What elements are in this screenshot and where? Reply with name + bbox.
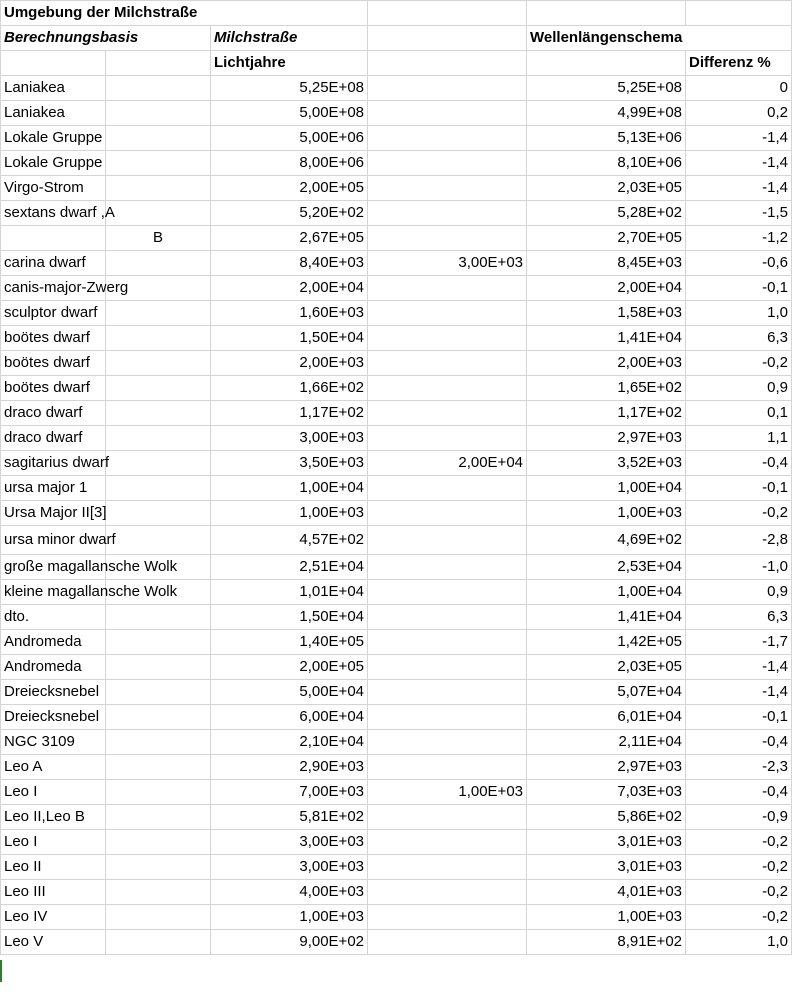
lightyears-cell[interactable]: 5,81E+02 <box>211 805 368 830</box>
wavelength-cell[interactable]: 1,00E+04 <box>527 476 686 501</box>
sub-label-cell[interactable] <box>106 755 211 780</box>
extra-value-cell[interactable] <box>368 855 527 880</box>
object-name-cell[interactable]: Lokale Gruppe <box>1 126 106 151</box>
wavelength-cell[interactable]: 5,13E+06 <box>527 126 686 151</box>
sub-label-cell[interactable] <box>106 705 211 730</box>
sub-label-cell[interactable] <box>106 526 211 555</box>
difference-cell[interactable]: 1,0 <box>686 930 792 955</box>
lightyears-cell[interactable]: 1,17E+02 <box>211 401 368 426</box>
sub-label-cell[interactable] <box>106 730 211 755</box>
sub-label-cell[interactable] <box>106 426 211 451</box>
lightyears-cell[interactable]: 4,00E+03 <box>211 880 368 905</box>
lightyears-cell[interactable]: 1,66E+02 <box>211 376 368 401</box>
object-name-cell[interactable]: Leo I <box>1 830 106 855</box>
difference-cell[interactable]: -0,1 <box>686 705 792 730</box>
sub-label-cell[interactable] <box>106 151 211 176</box>
difference-cell[interactable]: 0,2 <box>686 101 792 126</box>
table-row <box>1 555 792 580</box>
object-name-cell[interactable]: Andromeda <box>1 630 106 655</box>
extra-value-cell[interactable] <box>368 101 527 126</box>
wavelength-cell[interactable]: 1,58E+03 <box>527 301 686 326</box>
wavelength-cell[interactable]: 5,25E+08 <box>527 76 686 101</box>
sub-label-cell[interactable] <box>106 176 211 201</box>
difference-cell[interactable]: -1,4 <box>686 151 792 176</box>
extra-value-cell[interactable] <box>368 126 527 151</box>
difference-cell[interactable]: -2,3 <box>686 755 792 780</box>
difference-cell[interactable]: 1,0 <box>686 301 792 326</box>
wavelength-cell[interactable]: 4,99E+08 <box>527 101 686 126</box>
wavelength-cell[interactable]: 2,53E+04 <box>527 555 686 580</box>
table-row <box>1 101 792 126</box>
table-row <box>1 276 792 301</box>
table-row <box>1 376 792 401</box>
wavelength-cell[interactable]: 1,41E+04 <box>527 605 686 630</box>
wavelength-cell[interactable]: 2,00E+04 <box>527 276 686 301</box>
extra-value-cell[interactable]: 3,00E+03 <box>368 251 527 276</box>
table-row <box>1 226 792 251</box>
unit-header[interactable]: Lichtjahre <box>211 51 368 76</box>
table-row <box>1 680 792 705</box>
sub-label-cell[interactable] <box>106 401 211 426</box>
difference-cell[interactable]: -1,0 <box>686 555 792 580</box>
table-row <box>1 301 792 326</box>
sub-label-cell[interactable] <box>106 251 211 276</box>
extra-value-cell[interactable] <box>368 905 527 930</box>
table-row <box>1 326 792 351</box>
difference-cell[interactable]: -0,4 <box>686 451 792 476</box>
difference-cell[interactable]: -0,2 <box>686 905 792 930</box>
object-name-cell[interactable]: boötes dwarf <box>1 351 106 376</box>
extra-value-cell[interactable] <box>368 401 527 426</box>
wavelength-cell[interactable]: 2,03E+05 <box>527 655 686 680</box>
wavelength-cell[interactable]: 2,00E+03 <box>527 351 686 376</box>
table-row <box>1 201 792 226</box>
object-name-cell[interactable]: Leo III <box>1 880 106 905</box>
wavelength-cell[interactable]: 6,01E+04 <box>527 705 686 730</box>
lightyears-cell[interactable]: 1,50E+04 <box>211 605 368 630</box>
difference-cell[interactable]: -1,4 <box>686 680 792 705</box>
difference-cell[interactable]: -1,2 <box>686 226 792 251</box>
lightyears-cell[interactable]: 5,25E+08 <box>211 76 368 101</box>
cell-selection-edge <box>0 960 2 982</box>
wavelength-cell[interactable]: 3,01E+03 <box>527 830 686 855</box>
object-name-cell[interactable]: Laniakea <box>1 76 106 101</box>
empty-cell[interactable] <box>527 1 686 26</box>
object-name-cell[interactable]: Leo IV <box>1 905 106 930</box>
sub-label-cell[interactable] <box>106 451 211 476</box>
object-name-cell[interactable]: Leo II <box>1 855 106 880</box>
extra-value-cell[interactable] <box>368 201 527 226</box>
lightyears-cell[interactable]: 3,00E+03 <box>211 855 368 880</box>
difference-cell[interactable]: -1,5 <box>686 201 792 226</box>
table-row <box>1 830 792 855</box>
object-name-cell[interactable]: Leo V <box>1 930 106 955</box>
wavelength-cell[interactable]: 8,45E+03 <box>527 251 686 276</box>
extra-value-cell[interactable] <box>368 151 527 176</box>
empty-cell[interactable] <box>368 1 527 26</box>
lightyears-cell[interactable]: 4,57E+02 <box>211 526 368 555</box>
lightyears-cell[interactable]: 5,20E+02 <box>211 201 368 226</box>
difference-cell[interactable]: -0,2 <box>686 855 792 880</box>
difference-cell[interactable]: -1,4 <box>686 126 792 151</box>
extra-value-cell[interactable] <box>368 930 527 955</box>
table-row <box>1 755 792 780</box>
table-row <box>1 451 792 476</box>
object-name-cell[interactable]: Leo A <box>1 755 106 780</box>
object-name-cell[interactable]: große magallansche Wolk <box>1 555 106 580</box>
wavelength-cell[interactable]: 4,69E+02 <box>527 526 686 555</box>
extra-value-cell[interactable] <box>368 730 527 755</box>
diff-header[interactable]: Differenz % <box>686 51 792 76</box>
object-name-cell[interactable]: ursa minor dwarf <box>1 526 106 555</box>
object-name-cell[interactable]: Andromeda <box>1 655 106 680</box>
difference-cell[interactable]: -0,2 <box>686 830 792 855</box>
extra-value-cell[interactable] <box>368 376 527 401</box>
difference-cell[interactable]: -1,7 <box>686 630 792 655</box>
wavelength-cell[interactable]: 5,86E+02 <box>527 805 686 830</box>
extra-value-cell[interactable] <box>368 226 527 251</box>
difference-cell[interactable]: -2,8 <box>686 526 792 555</box>
wavelength-cell[interactable]: 5,28E+02 <box>527 201 686 226</box>
extra-value-cell[interactable] <box>368 351 527 376</box>
object-name-cell[interactable]: Laniakea <box>1 101 106 126</box>
lightyears-cell[interactable]: 2,10E+04 <box>211 730 368 755</box>
wavelength-cell[interactable]: 2,97E+03 <box>527 755 686 780</box>
lightyears-cell[interactable]: 2,00E+05 <box>211 655 368 680</box>
object-name-cell[interactable]: sextans dwarf ,A <box>1 201 106 226</box>
extra-value-cell[interactable] <box>368 501 527 526</box>
lightyears-cell[interactable]: 2,00E+03 <box>211 351 368 376</box>
sub-label-cell[interactable] <box>106 630 211 655</box>
table-row <box>1 76 792 101</box>
table-row <box>1 905 792 930</box>
difference-cell[interactable]: -0,2 <box>686 351 792 376</box>
table-row <box>1 501 792 526</box>
wavelength-cell[interactable]: 1,00E+03 <box>527 905 686 930</box>
difference-cell[interactable]: 0,1 <box>686 401 792 426</box>
sub-label-cell[interactable] <box>106 805 211 830</box>
extra-value-cell[interactable] <box>368 426 527 451</box>
lightyears-cell[interactable]: 1,40E+05 <box>211 630 368 655</box>
lightyears-cell[interactable]: 1,50E+04 <box>211 326 368 351</box>
lightyears-cell[interactable]: 3,00E+03 <box>211 830 368 855</box>
difference-cell[interactable]: -0,9 <box>686 805 792 830</box>
difference-cell[interactable]: 1,1 <box>686 426 792 451</box>
extra-value-cell[interactable] <box>368 805 527 830</box>
sub-label-cell[interactable] <box>106 351 211 376</box>
object-name-cell[interactable]: Dreiecksnebel <box>1 680 106 705</box>
table-row <box>1 401 792 426</box>
lightyears-cell[interactable]: 2,90E+03 <box>211 755 368 780</box>
lightyears-cell[interactable]: 3,50E+03 <box>211 451 368 476</box>
lightyears-cell[interactable]: 1,01E+04 <box>211 580 368 605</box>
milky-header[interactable]: Milchstraße <box>211 26 368 51</box>
lightyears-cell[interactable]: 8,40E+03 <box>211 251 368 276</box>
sub-label-cell[interactable] <box>106 680 211 705</box>
table-row <box>1 426 792 451</box>
sub-label-cell[interactable] <box>106 830 211 855</box>
lightyears-cell[interactable]: 5,00E+04 <box>211 680 368 705</box>
lightyears-cell[interactable]: 1,60E+03 <box>211 301 368 326</box>
lightyears-cell[interactable]: 1,00E+03 <box>211 905 368 930</box>
wavelength-cell[interactable]: 1,00E+04 <box>527 580 686 605</box>
difference-cell[interactable]: -0,1 <box>686 276 792 301</box>
lightyears-cell[interactable]: 2,67E+05 <box>211 226 368 251</box>
sub-label-cell[interactable] <box>106 655 211 680</box>
object-name-cell[interactable]: sculptor dwarf <box>1 301 106 326</box>
sub-label-cell[interactable] <box>106 376 211 401</box>
table-row <box>1 780 792 805</box>
empty-cell[interactable] <box>686 1 792 26</box>
wavelength-cell[interactable]: 1,65E+02 <box>527 376 686 401</box>
empty-cell[interactable] <box>368 26 527 51</box>
wavelength-cell[interactable]: 1,41E+04 <box>527 326 686 351</box>
wavelength-cell[interactable]: 2,97E+03 <box>527 426 686 451</box>
lightyears-cell[interactable]: 2,00E+05 <box>211 176 368 201</box>
lightyears-cell[interactable]: 2,51E+04 <box>211 555 368 580</box>
table-row <box>1 605 792 630</box>
difference-cell[interactable]: 0,9 <box>686 580 792 605</box>
sheet-title[interactable]: Umgebung der Milchstraße <box>1 1 368 26</box>
object-name-cell[interactable]: Leo II,Leo B <box>1 805 106 830</box>
wavelength-cell[interactable]: 3,01E+03 <box>527 855 686 880</box>
difference-cell[interactable]: -0,4 <box>686 730 792 755</box>
table-row <box>1 351 792 376</box>
table-row <box>1 880 792 905</box>
object-name-cell[interactable]: Dreiecksnebel <box>1 705 106 730</box>
sub-label-cell[interactable] <box>106 780 211 805</box>
sub-label-cell[interactable] <box>106 76 211 101</box>
sub-label-cell[interactable] <box>106 905 211 930</box>
lightyears-cell[interactable]: 3,00E+03 <box>211 426 368 451</box>
basis-header[interactable]: Berechnungsbasis <box>1 26 211 51</box>
difference-cell[interactable]: -0,1 <box>686 476 792 501</box>
lightyears-cell[interactable]: 7,00E+03 <box>211 780 368 805</box>
extra-value-cell[interactable]: 1,00E+03 <box>368 780 527 805</box>
table-row <box>1 476 792 501</box>
difference-cell[interactable]: 0 <box>686 76 792 101</box>
sub-label-cell[interactable] <box>106 501 211 526</box>
sub-label-cell[interactable] <box>106 476 211 501</box>
table-row <box>1 655 792 680</box>
wavelength-cell[interactable]: 2,03E+05 <box>527 176 686 201</box>
wavelength-cell[interactable]: 1,00E+03 <box>527 501 686 526</box>
sub-label-cell[interactable] <box>106 930 211 955</box>
object-name-cell[interactable]: Leo I <box>1 780 106 805</box>
wavelength-cell[interactable]: 5,07E+04 <box>527 680 686 705</box>
object-name-cell[interactable]: kleine magallansche Wolk <box>1 580 106 605</box>
title-row <box>1 1 792 26</box>
extra-value-cell[interactable] <box>368 526 527 555</box>
difference-cell[interactable]: 6,3 <box>686 326 792 351</box>
wavelength-cell[interactable]: 7,03E+03 <box>527 780 686 805</box>
sub-label-cell[interactable] <box>106 326 211 351</box>
extra-value-cell[interactable] <box>368 880 527 905</box>
table-row <box>1 855 792 880</box>
difference-cell[interactable]: -1,4 <box>686 655 792 680</box>
scheme-header[interactable]: Wellenlängenschema <box>527 26 792 51</box>
difference-cell[interactable]: -0,4 <box>686 780 792 805</box>
sub-label-cell[interactable]: B <box>106 226 211 251</box>
lightyears-cell[interactable]: 2,00E+04 <box>211 276 368 301</box>
difference-cell[interactable]: 6,3 <box>686 605 792 630</box>
object-name-cell[interactable]: Lokale Gruppe <box>1 151 106 176</box>
lightyears-cell[interactable]: 9,00E+02 <box>211 930 368 955</box>
extra-value-cell[interactable] <box>368 755 527 780</box>
table-row <box>1 176 792 201</box>
sub-label-cell[interactable] <box>106 201 211 226</box>
object-name-cell[interactable]: canis-major-Zwerg <box>1 276 106 301</box>
table-row <box>1 251 792 276</box>
lightyears-cell[interactable]: 5,00E+06 <box>211 126 368 151</box>
table-row <box>1 126 792 151</box>
sub-label-cell[interactable] <box>106 605 211 630</box>
wavelength-cell[interactable]: 1,42E+05 <box>527 630 686 655</box>
empty-cell[interactable] <box>368 51 527 76</box>
object-name-cell[interactable]: draco dwarf <box>1 401 106 426</box>
object-name-cell[interactable]: sagitarius dwarf <box>1 451 106 476</box>
object-name-cell[interactable]: NGC 3109 <box>1 730 106 755</box>
table-row <box>1 151 792 176</box>
extra-value-cell[interactable] <box>368 301 527 326</box>
extra-value-cell[interactable] <box>368 326 527 351</box>
lightyears-cell[interactable]: 6,00E+04 <box>211 705 368 730</box>
difference-cell[interactable]: -0,2 <box>686 501 792 526</box>
extra-value-cell[interactable] <box>368 176 527 201</box>
sub-label-cell[interactable] <box>106 880 211 905</box>
object-name-cell[interactable]: boötes dwarf <box>1 326 106 351</box>
table-row <box>1 630 792 655</box>
table-row <box>1 730 792 755</box>
extra-value-cell[interactable]: 2,00E+04 <box>368 451 527 476</box>
empty-cell[interactable] <box>527 51 686 76</box>
extra-value-cell[interactable] <box>368 630 527 655</box>
difference-cell[interactable]: -1,4 <box>686 176 792 201</box>
extra-value-cell[interactable] <box>368 476 527 501</box>
extra-value-cell[interactable] <box>368 830 527 855</box>
wavelength-cell[interactable]: 8,91E+02 <box>527 930 686 955</box>
lightyears-cell[interactable]: 1,00E+03 <box>211 501 368 526</box>
lightyears-cell[interactable]: 1,00E+04 <box>211 476 368 501</box>
wavelength-cell[interactable]: 1,17E+02 <box>527 401 686 426</box>
extra-value-cell[interactable] <box>368 680 527 705</box>
sub-label-cell[interactable] <box>106 101 211 126</box>
empty-cell[interactable] <box>106 51 211 76</box>
lightyears-cell[interactable]: 8,00E+06 <box>211 151 368 176</box>
unit-row <box>1 51 792 76</box>
empty-cell[interactable] <box>1 51 106 76</box>
object-name-cell[interactable]: ursa major 1 <box>1 476 106 501</box>
sub-label-cell[interactable] <box>106 301 211 326</box>
extra-value-cell[interactable] <box>368 76 527 101</box>
table-row <box>1 930 792 955</box>
table-row <box>1 580 792 605</box>
object-name-cell[interactable]: boötes dwarf <box>1 376 106 401</box>
extra-value-cell[interactable] <box>368 555 527 580</box>
wavelength-cell[interactable]: 3,52E+03 <box>527 451 686 476</box>
object-name-cell[interactable]: dto. <box>1 605 106 630</box>
object-name-cell[interactable]: carina dwarf <box>1 251 106 276</box>
table-row <box>1 805 792 830</box>
wavelength-cell[interactable]: 8,10E+06 <box>527 151 686 176</box>
difference-cell[interactable]: 0,9 <box>686 376 792 401</box>
sub-label-cell[interactable] <box>106 126 211 151</box>
difference-cell[interactable]: -0,6 <box>686 251 792 276</box>
extra-value-cell[interactable] <box>368 605 527 630</box>
object-name-cell[interactable]: Virgo-Strom <box>1 176 106 201</box>
difference-cell[interactable]: -0,2 <box>686 880 792 905</box>
extra-value-cell[interactable] <box>368 705 527 730</box>
header-row <box>1 26 792 51</box>
object-name-cell[interactable]: Ursa Major II[3] <box>1 501 106 526</box>
sub-label-cell[interactable] <box>106 855 211 880</box>
extra-value-cell[interactable] <box>368 580 527 605</box>
object-name-cell[interactable] <box>1 226 106 251</box>
extra-value-cell[interactable] <box>368 276 527 301</box>
table-row <box>1 705 792 730</box>
wavelength-cell[interactable]: 2,70E+05 <box>527 226 686 251</box>
lightyears-cell[interactable]: 5,00E+08 <box>211 101 368 126</box>
wavelength-cell[interactable]: 4,01E+03 <box>527 880 686 905</box>
extra-value-cell[interactable] <box>368 655 527 680</box>
wavelength-cell[interactable]: 2,11E+04 <box>527 730 686 755</box>
object-name-cell[interactable]: draco dwarf <box>1 426 106 451</box>
table-row <box>1 526 792 555</box>
